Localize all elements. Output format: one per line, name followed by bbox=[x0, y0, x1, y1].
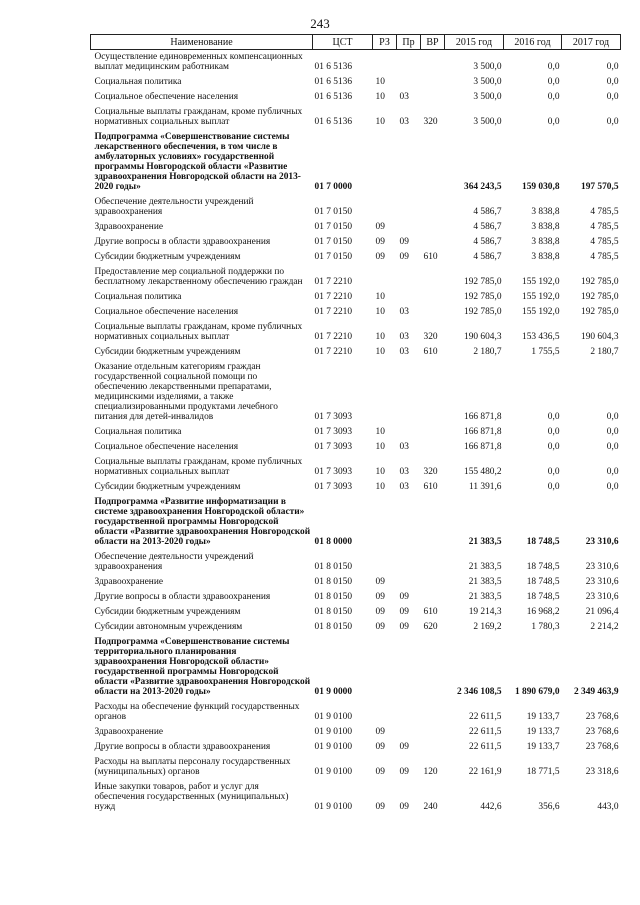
cell-cst: 01 6 5136 bbox=[314, 92, 352, 102]
cell-2016: 153 436,5 bbox=[522, 332, 560, 342]
cell-2016: 0,0 bbox=[547, 442, 560, 452]
header-2016: 2016 год bbox=[504, 35, 562, 50]
cell-vr bbox=[421, 290, 445, 305]
cell-2016: 0,0 bbox=[547, 117, 560, 127]
cell-cst: 01 8 0150 bbox=[314, 562, 352, 572]
cell-vr bbox=[421, 575, 445, 590]
cell-2016: 3 838,8 bbox=[531, 252, 560, 262]
cell-cst: 01 7 3093 bbox=[314, 412, 352, 422]
cell-2015: 3 500,0 bbox=[473, 77, 502, 87]
cell-2017: 192 785,0 bbox=[581, 277, 619, 287]
cell-pr bbox=[397, 265, 421, 290]
cell-2015: 3 500,0 bbox=[473, 117, 502, 127]
table-row bbox=[91, 740, 621, 755]
cell-name: Субсидии бюджетным учреждениям bbox=[94, 482, 241, 492]
cell-vr bbox=[421, 305, 445, 320]
cell-rz: 09 bbox=[375, 577, 385, 587]
cell-2017: 0,0 bbox=[606, 92, 619, 102]
table-row bbox=[91, 755, 621, 780]
cell-2015: 166 871,8 bbox=[464, 427, 502, 437]
cell-2016: 1 780,3 bbox=[531, 622, 560, 632]
cell-rz bbox=[373, 550, 397, 575]
cell-2016: 0,0 bbox=[547, 77, 560, 87]
table-header-row bbox=[91, 35, 621, 50]
table-row bbox=[91, 480, 621, 495]
cell-rz bbox=[373, 700, 397, 725]
cell-cst: 01 6 5136 bbox=[314, 62, 352, 72]
cell-name: Субсидии бюджетным учреждениям bbox=[94, 347, 241, 357]
cell-vr bbox=[421, 265, 445, 290]
cell-2015: 22 161,9 bbox=[468, 767, 502, 777]
cell-cst: 01 7 2210 bbox=[314, 332, 352, 342]
cell-2015: 19 214,3 bbox=[468, 607, 502, 617]
cell-2015: 155 480,2 bbox=[464, 467, 502, 477]
cell-pr: 03 bbox=[399, 332, 409, 342]
cell-2016: 1 890 679,0 bbox=[514, 687, 560, 697]
cell-cst: 01 7 3093 bbox=[314, 427, 352, 437]
cell-2016: 155 192,0 bbox=[522, 277, 560, 287]
cell-rz bbox=[373, 635, 397, 700]
cell-rz bbox=[373, 50, 397, 76]
cell-name: Иные закупки товаров, работ и услуг для обеспечения государственных (муниципальных) нужд bbox=[94, 782, 289, 812]
cell-rz: 09 bbox=[375, 742, 385, 752]
cell-cst: 01 8 0150 bbox=[314, 607, 352, 617]
cell-2016: 0,0 bbox=[547, 427, 560, 437]
cell-rz: 09 bbox=[375, 622, 385, 632]
cell-2016: 16 968,2 bbox=[526, 607, 560, 617]
table-row bbox=[91, 700, 621, 725]
budget-table bbox=[90, 34, 621, 815]
cell-cst: 01 7 2210 bbox=[314, 292, 352, 302]
table-row bbox=[91, 345, 621, 360]
cell-2016: 19 133,7 bbox=[526, 727, 560, 737]
cell-name: Оказание отдельным категориям граждан государственной социальной помощи по обеспечению лекарственными препаратами, медицинскими изделиями, а также специализированными продуктами лечебного питания для детей-инвалидов bbox=[94, 362, 278, 422]
cell-vr bbox=[421, 75, 445, 90]
cell-2016: 19 133,7 bbox=[526, 712, 560, 722]
cell-2015: 364 243,5 bbox=[464, 182, 502, 192]
cell-vr: 610 bbox=[423, 607, 438, 617]
cell-cst: 01 7 2210 bbox=[314, 307, 352, 317]
cell-2015: 442,6 bbox=[480, 802, 502, 812]
table-row bbox=[91, 320, 621, 345]
cell-vr: 610 bbox=[423, 347, 438, 357]
cell-pr bbox=[397, 195, 421, 220]
cell-2016: 18 748,5 bbox=[526, 592, 560, 602]
cell-2016: 0,0 bbox=[547, 412, 560, 422]
cell-2017: 0,0 bbox=[606, 62, 619, 72]
cell-rz: 10 bbox=[375, 332, 385, 342]
cell-cst: 01 7 2210 bbox=[314, 347, 352, 357]
cell-name: Здравоохранение bbox=[94, 222, 163, 232]
table-row bbox=[91, 75, 621, 90]
cell-name: Подпрограмма «Совершенствование системы лекарственного обеспечения, в том числе в амбулаторных условиях» государственной программы Новгородской области «Развитие здравоохранения Новгородской области на 2013-2020 годы» bbox=[94, 132, 301, 192]
cell-vr: 320 bbox=[423, 117, 438, 127]
cell-rz: 09 bbox=[375, 607, 385, 617]
cell-cst: 01 9 0100 bbox=[314, 802, 352, 812]
cell-cst: 01 7 0000 bbox=[314, 182, 352, 192]
cell-2017: 2 214,2 bbox=[590, 622, 619, 632]
cell-2016: 18 748,5 bbox=[526, 577, 560, 587]
cell-2015: 190 604,3 bbox=[464, 332, 502, 342]
cell-2017: 21 096,4 bbox=[585, 607, 619, 617]
table-row bbox=[91, 635, 621, 700]
cell-vr bbox=[421, 700, 445, 725]
cell-pr: 03 bbox=[399, 117, 409, 127]
cell-2016: 155 192,0 bbox=[522, 307, 560, 317]
cell-name: Подпрограмма «Развитие информатизации в системе здравоохранения Новгородской области» государственной программы Новгородской области «Развитие здравоохранения Новгородской области на 2013-2020 годы» bbox=[94, 497, 311, 547]
cell-rz: 09 bbox=[375, 767, 385, 777]
cell-2016: 3 838,8 bbox=[531, 237, 560, 247]
cell-vr: 320 bbox=[423, 332, 438, 342]
cell-name: Обеспечение деятельности учреждений здравоохранения bbox=[94, 197, 254, 217]
cell-rz: 10 bbox=[375, 347, 385, 357]
cell-rz bbox=[373, 130, 397, 195]
budget-table-container bbox=[90, 34, 620, 815]
cell-cst: 01 7 3093 bbox=[314, 442, 352, 452]
cell-2017: 23 768,6 bbox=[585, 712, 619, 722]
cell-cst: 01 7 3093 bbox=[314, 467, 352, 477]
cell-rz bbox=[373, 495, 397, 550]
cell-cst: 01 8 0000 bbox=[314, 537, 352, 547]
table-row bbox=[91, 130, 621, 195]
cell-vr: 320 bbox=[423, 467, 438, 477]
cell-cst: 01 9 0100 bbox=[314, 712, 352, 722]
cell-name: Расходы на выплаты персоналу государственных (муниципальных) органов bbox=[94, 757, 291, 777]
cell-2017: 443,0 bbox=[597, 802, 619, 812]
table-row bbox=[91, 305, 621, 320]
cell-2017: 23 768,6 bbox=[585, 727, 619, 737]
cell-2016: 3 838,8 bbox=[531, 222, 560, 232]
page-number: 243 bbox=[310, 16, 330, 31]
cell-2017: 0,0 bbox=[606, 77, 619, 87]
cell-pr: 03 bbox=[399, 307, 409, 317]
cell-2017: 4 785,5 bbox=[590, 237, 619, 247]
cell-name: Социальное обеспечение населения bbox=[94, 442, 239, 452]
table-row bbox=[91, 440, 621, 455]
cell-pr bbox=[397, 725, 421, 740]
cell-name: Осуществление единовременных компенсационных выплат медицинским работникам bbox=[94, 52, 303, 72]
cell-rz: 10 bbox=[375, 482, 385, 492]
cell-2017: 0,0 bbox=[606, 117, 619, 127]
cell-2017: 23 310,6 bbox=[585, 562, 619, 572]
cell-2016: 19 133,7 bbox=[526, 742, 560, 752]
cell-2017: 0,0 bbox=[606, 427, 619, 437]
cell-name: Обеспечение деятельности учреждений здравоохранения bbox=[94, 552, 254, 572]
cell-name: Субсидии бюджетным учреждениям bbox=[94, 252, 241, 262]
cell-pr bbox=[397, 575, 421, 590]
cell-2017: 190 604,3 bbox=[581, 332, 619, 342]
cell-2016: 18 748,5 bbox=[526, 537, 560, 547]
cell-vr: 610 bbox=[423, 252, 438, 262]
cell-2016: 18 748,5 bbox=[526, 562, 560, 572]
cell-2017: 23 318,6 bbox=[585, 767, 619, 777]
cell-2017: 2 180,7 bbox=[590, 347, 619, 357]
cell-cst: 01 8 0150 bbox=[314, 577, 352, 587]
cell-pr bbox=[397, 635, 421, 700]
cell-2017: 4 785,5 bbox=[590, 252, 619, 262]
cell-name: Социальная политика bbox=[94, 292, 182, 302]
cell-pr: 09 bbox=[399, 607, 409, 617]
cell-pr: 09 bbox=[399, 802, 409, 812]
cell-pr bbox=[397, 425, 421, 440]
cell-rz: 09 bbox=[375, 727, 385, 737]
cell-2017: 0,0 bbox=[606, 467, 619, 477]
header-2015: 2015 год bbox=[445, 35, 504, 50]
cell-vr: 620 bbox=[423, 622, 438, 632]
cell-2015: 21 383,5 bbox=[468, 537, 502, 547]
cell-rz: 09 bbox=[375, 802, 385, 812]
cell-pr: 03 bbox=[399, 442, 409, 452]
cell-rz: 10 bbox=[375, 307, 385, 317]
cell-2016: 0,0 bbox=[547, 92, 560, 102]
cell-2015: 11 391,6 bbox=[469, 482, 502, 492]
cell-2015: 166 871,8 bbox=[464, 442, 502, 452]
table-row bbox=[91, 780, 621, 815]
cell-pr: 03 bbox=[399, 92, 409, 102]
table-row bbox=[91, 495, 621, 550]
header-cst: ЦСТ bbox=[313, 35, 373, 50]
cell-2016: 0,0 bbox=[547, 467, 560, 477]
cell-2015: 4 586,7 bbox=[473, 252, 502, 262]
cell-pr: 09 bbox=[399, 742, 409, 752]
cell-pr: 09 bbox=[399, 622, 409, 632]
cell-2017: 192 785,0 bbox=[581, 307, 619, 317]
header-name: Наименование bbox=[91, 35, 313, 50]
cell-rz bbox=[373, 265, 397, 290]
cell-pr: 09 bbox=[399, 237, 409, 247]
cell-rz: 09 bbox=[375, 592, 385, 602]
cell-pr: 09 bbox=[399, 767, 409, 777]
cell-vr bbox=[421, 130, 445, 195]
cell-rz: 09 bbox=[375, 222, 385, 232]
cell-cst: 01 7 0150 bbox=[314, 207, 352, 217]
table-row bbox=[91, 575, 621, 590]
cell-pr bbox=[397, 130, 421, 195]
cell-2015: 2 346 108,5 bbox=[456, 687, 502, 697]
cell-2017: 23 310,6 bbox=[585, 537, 619, 547]
cell-2017: 0,0 bbox=[606, 442, 619, 452]
cell-name: Социальное обеспечение населения bbox=[94, 307, 239, 317]
cell-2015: 21 383,5 bbox=[468, 577, 502, 587]
cell-vr bbox=[421, 50, 445, 76]
cell-vr bbox=[421, 425, 445, 440]
cell-2017: 2 349 463,9 bbox=[573, 687, 619, 697]
header-2017: 2017 год bbox=[562, 35, 621, 50]
cell-2017: 23 310,6 bbox=[585, 592, 619, 602]
table-row bbox=[91, 290, 621, 305]
cell-2016: 18 771,5 bbox=[526, 767, 560, 777]
table-row bbox=[91, 105, 621, 130]
cell-vr bbox=[421, 740, 445, 755]
cell-rz: 10 bbox=[375, 92, 385, 102]
table-row bbox=[91, 590, 621, 605]
cell-name: Субсидии бюджетным учреждениям bbox=[94, 607, 241, 617]
cell-2015: 3 500,0 bbox=[473, 92, 502, 102]
cell-2015: 4 586,7 bbox=[473, 222, 502, 232]
table-row bbox=[91, 90, 621, 105]
cell-2016: 1 755,5 bbox=[531, 347, 560, 357]
cell-name: Социальная политика bbox=[94, 427, 182, 437]
cell-pr bbox=[397, 75, 421, 90]
cell-cst: 01 8 0150 bbox=[314, 592, 352, 602]
cell-pr bbox=[397, 495, 421, 550]
cell-vr bbox=[421, 220, 445, 235]
cell-2016: 3 838,8 bbox=[531, 207, 560, 217]
cell-cst: 01 6 5136 bbox=[314, 77, 352, 87]
table-body bbox=[91, 50, 621, 816]
cell-cst: 01 7 3093 bbox=[314, 482, 352, 492]
table-row bbox=[91, 265, 621, 290]
cell-2015: 22 611,5 bbox=[469, 727, 502, 737]
cell-vr bbox=[421, 360, 445, 425]
cell-rz: 10 bbox=[375, 292, 385, 302]
cell-name: Другие вопросы в области здравоохранения bbox=[94, 742, 271, 752]
cell-rz bbox=[373, 360, 397, 425]
cell-cst: 01 7 2210 bbox=[314, 277, 352, 287]
cell-2017: 23 310,6 bbox=[585, 577, 619, 587]
table-row bbox=[91, 250, 621, 265]
cell-pr: 09 bbox=[399, 592, 409, 602]
cell-vr: 240 bbox=[423, 802, 438, 812]
cell-pr: 03 bbox=[399, 467, 409, 477]
cell-name: Субсидии автономным учреждениям bbox=[94, 622, 243, 632]
cell-2016: 155 192,0 bbox=[522, 292, 560, 302]
cell-2017: 4 785,5 bbox=[590, 222, 619, 232]
cell-rz: 09 bbox=[375, 237, 385, 247]
cell-vr bbox=[421, 725, 445, 740]
cell-rz: 10 bbox=[375, 77, 385, 87]
table-row bbox=[91, 425, 621, 440]
table-row bbox=[91, 220, 621, 235]
cell-name: Здравоохранение bbox=[94, 577, 163, 587]
cell-2015: 166 871,8 bbox=[464, 412, 502, 422]
cell-name: Подпрограмма «Совершенствование системы территориального планирования здравоохранения Новгородской области» государственной программы Новгородской области «Развитие здравоохранения Новгородской области на 2013-2020 годы» bbox=[94, 637, 311, 697]
cell-pr bbox=[397, 360, 421, 425]
cell-2017: 23 768,6 bbox=[585, 742, 619, 752]
cell-vr: 610 bbox=[423, 482, 438, 492]
table-row bbox=[91, 725, 621, 740]
cell-rz: 10 bbox=[375, 467, 385, 477]
cell-2015: 22 611,5 bbox=[469, 742, 502, 752]
cell-2017: 0,0 bbox=[606, 482, 619, 492]
table-row bbox=[91, 235, 621, 250]
cell-2015: 2 169,2 bbox=[473, 622, 502, 632]
cell-cst: 01 9 0100 bbox=[314, 727, 352, 737]
cell-vr bbox=[421, 495, 445, 550]
cell-pr bbox=[397, 50, 421, 76]
cell-cst: 01 9 0100 bbox=[314, 767, 352, 777]
cell-2016: 0,0 bbox=[547, 62, 560, 72]
cell-rz bbox=[373, 195, 397, 220]
cell-2015: 192 785,0 bbox=[464, 292, 502, 302]
cell-rz: 10 bbox=[375, 427, 385, 437]
cell-cst: 01 7 0150 bbox=[314, 252, 352, 262]
cell-2016: 356,6 bbox=[538, 802, 560, 812]
table-row bbox=[91, 195, 621, 220]
cell-2015: 4 586,7 bbox=[473, 207, 502, 217]
cell-2017: 197 570,5 bbox=[581, 182, 619, 192]
cell-2015: 3 500,0 bbox=[473, 62, 502, 72]
cell-cst: 01 7 0150 bbox=[314, 222, 352, 232]
cell-name: Другие вопросы в области здравоохранения bbox=[94, 237, 271, 247]
cell-2017: 4 785,5 bbox=[590, 207, 619, 217]
cell-name: Социальные выплаты гражданам, кроме публичных нормативных социальных выплат bbox=[94, 457, 303, 477]
cell-pr bbox=[397, 550, 421, 575]
cell-2017: 192 785,0 bbox=[581, 292, 619, 302]
header-vr: ВР bbox=[421, 35, 445, 50]
cell-vr bbox=[421, 235, 445, 250]
header-pr: Пр bbox=[397, 35, 421, 50]
cell-name: Социальная политика bbox=[94, 77, 182, 87]
cell-rz: 10 bbox=[375, 117, 385, 127]
cell-2015: 192 785,0 bbox=[464, 307, 502, 317]
cell-2015: 4 586,7 bbox=[473, 237, 502, 247]
cell-pr: 03 bbox=[399, 347, 409, 357]
cell-vr bbox=[421, 550, 445, 575]
cell-name: Предоставление мер социальной поддержки по бесплатному лекарственному обеспечению граждан bbox=[94, 267, 303, 287]
cell-rz: 09 bbox=[375, 252, 385, 262]
cell-pr bbox=[397, 220, 421, 235]
cell-2015: 21 383,5 bbox=[468, 562, 502, 572]
table-row bbox=[91, 605, 621, 620]
table-row bbox=[91, 455, 621, 480]
cell-cst: 01 6 5136 bbox=[314, 117, 352, 127]
cell-pr bbox=[397, 290, 421, 305]
cell-2016: 159 030,8 bbox=[522, 182, 560, 192]
cell-name: Социальные выплаты гражданам, кроме публичных нормативных социальных выплат bbox=[94, 107, 303, 127]
cell-pr bbox=[397, 700, 421, 725]
header-rz: РЗ bbox=[373, 35, 397, 50]
cell-name: Расходы на обеспечение функций государственных органов bbox=[94, 702, 300, 722]
cell-vr bbox=[421, 440, 445, 455]
cell-name: Здравоохранение bbox=[94, 727, 163, 737]
cell-pr: 09 bbox=[399, 252, 409, 262]
table-row bbox=[91, 620, 621, 635]
cell-vr: 120 bbox=[423, 767, 438, 777]
cell-name: Социальные выплаты гражданам, кроме публичных нормативных социальных выплат bbox=[94, 322, 303, 342]
table-row bbox=[91, 50, 621, 76]
cell-2015: 22 611,5 bbox=[469, 712, 502, 722]
cell-2016: 0,0 bbox=[547, 482, 560, 492]
cell-vr bbox=[421, 195, 445, 220]
table-row bbox=[91, 360, 621, 425]
cell-name: Социальное обеспечение населения bbox=[94, 92, 239, 102]
cell-cst: 01 9 0000 bbox=[314, 687, 352, 697]
table-row bbox=[91, 550, 621, 575]
cell-2015: 192 785,0 bbox=[464, 277, 502, 287]
cell-vr bbox=[421, 90, 445, 105]
cell-cst: 01 9 0100 bbox=[314, 742, 352, 752]
cell-name: Другие вопросы в области здравоохранения bbox=[94, 592, 271, 602]
cell-vr bbox=[421, 590, 445, 605]
cell-rz: 10 bbox=[375, 442, 385, 452]
cell-cst: 01 8 0150 bbox=[314, 622, 352, 632]
cell-2017: 0,0 bbox=[606, 412, 619, 422]
cell-2015: 21 383,5 bbox=[468, 592, 502, 602]
cell-pr: 03 bbox=[399, 482, 409, 492]
cell-2015: 2 180,7 bbox=[473, 347, 502, 357]
cell-cst: 01 7 0150 bbox=[314, 237, 352, 247]
cell-vr bbox=[421, 635, 445, 700]
